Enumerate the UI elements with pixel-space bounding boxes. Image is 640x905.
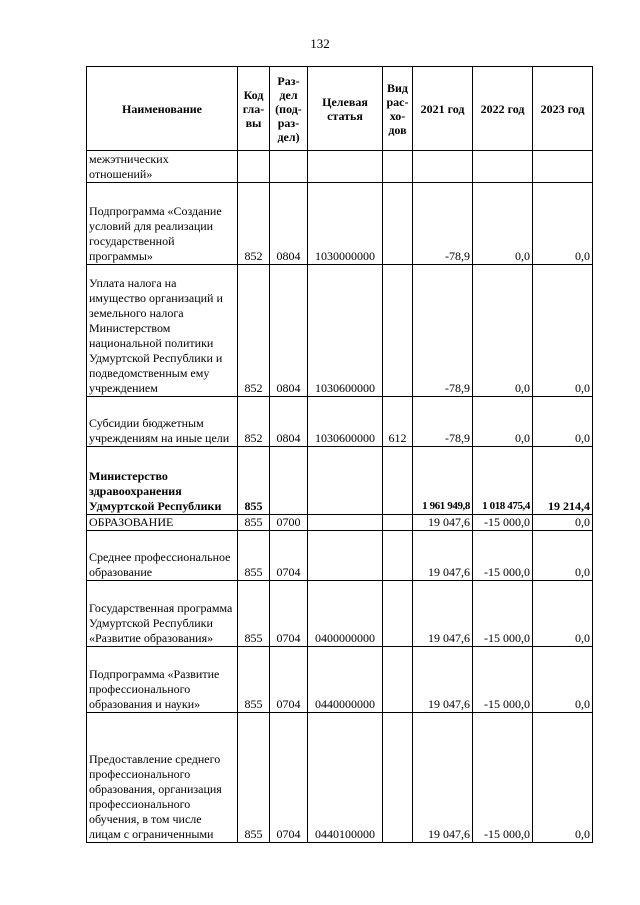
table-row <box>87 515 593 531</box>
header-2023: 2023 год <box>533 67 593 151</box>
cell-2021: 19 047,6 <box>413 531 473 581</box>
cell-2021: -78,9 <box>413 183 473 265</box>
header-name: Наименование <box>87 67 238 151</box>
cell-section: 0704 <box>270 713 308 843</box>
cell-code: 852 <box>238 265 270 397</box>
cell-type: 612 <box>383 397 413 447</box>
cell-target <box>308 531 383 581</box>
page-number: 132 <box>310 36 330 51</box>
cell-2022: 0,0 <box>473 265 533 397</box>
cell-2023: 0,0 <box>533 397 593 447</box>
cell-2023: 19 214,4 <box>533 447 593 515</box>
cell-2022: -15 000,0 <box>473 515 533 531</box>
cell-type <box>383 647 413 713</box>
cell-2022: 0,0 <box>473 397 533 447</box>
cell-section <box>270 151 308 183</box>
cell-2022: -15 000,0 <box>473 713 533 843</box>
cell-name: Предоставление среднего профессионального образования, организация профессионального обучения, в том числе лицам с ограниченными <box>87 713 238 843</box>
cell-code: 855 <box>238 531 270 581</box>
header-target: Целевая статья <box>308 67 383 151</box>
cell-2023: 0,0 <box>533 265 593 397</box>
cell-type <box>383 447 413 515</box>
cell-type <box>383 183 413 265</box>
cell-name: Государственная программа Удмуртской Республики «Развитие образования» <box>87 581 238 647</box>
header-2022: 2022 год <box>473 67 533 151</box>
cell-2022: -15 000,0 <box>473 647 533 713</box>
header-code: Код гла- вы <box>238 67 270 151</box>
table-row <box>87 713 593 843</box>
cell-name: Среднее профессиональное образование <box>87 531 238 581</box>
cell-2021: 19 047,6 <box>413 647 473 713</box>
cell-code <box>238 151 270 183</box>
cell-2023: 0,0 <box>533 713 593 843</box>
cell-target <box>308 515 383 531</box>
cell-code: 855 <box>238 447 270 515</box>
cell-2021 <box>413 151 473 183</box>
cell-section: 0704 <box>270 647 308 713</box>
cell-2023 <box>533 151 593 183</box>
table-row <box>87 151 593 183</box>
cell-section: 0700 <box>270 515 308 531</box>
cell-type <box>383 265 413 397</box>
cell-section: 0704 <box>270 531 308 581</box>
cell-target: 1030000000 <box>308 183 383 265</box>
cell-name: Подпрограмма «Развитие профессионального образования и науки» <box>87 647 238 713</box>
table-row <box>87 447 593 515</box>
cell-2022 <box>473 151 533 183</box>
cell-name: Подпрограмма «Создание условий для реализации государственной программы» <box>87 183 238 265</box>
cell-2022: 0,0 <box>473 183 533 265</box>
cell-2021: 19 047,6 <box>413 515 473 531</box>
cell-target <box>308 447 383 515</box>
cell-code: 855 <box>238 581 270 647</box>
header-type: Вид рас- хо- дов <box>383 67 413 151</box>
cell-code: 852 <box>238 397 270 447</box>
header-section: Раз- дел (под- раз- дел) <box>270 67 308 151</box>
cell-2022: -15 000,0 <box>473 531 533 581</box>
cell-code: 855 <box>238 647 270 713</box>
table-row <box>87 531 593 581</box>
cell-2022: -15 000,0 <box>473 581 533 647</box>
cell-2021: 19 047,6 <box>413 713 473 843</box>
cell-name: Субсидии бюджетным учреждениям на иные цели <box>87 397 238 447</box>
cell-2023: 0,0 <box>533 531 593 581</box>
cell-type <box>383 531 413 581</box>
cell-2021: -78,9 <box>413 397 473 447</box>
cell-2021: -78,9 <box>413 265 473 397</box>
cell-2021: 1 961 949,8 <box>413 447 473 515</box>
table-row <box>87 265 593 397</box>
cell-name: Министерство здравоохранения Удмуртской Республики <box>87 447 238 515</box>
cell-2023: 0,0 <box>533 581 593 647</box>
cell-2023: 0,0 <box>533 515 593 531</box>
cell-section: 0704 <box>270 581 308 647</box>
cell-type <box>383 515 413 531</box>
cell-section: 0804 <box>270 265 308 397</box>
cell-type <box>383 581 413 647</box>
cell-code: 855 <box>238 713 270 843</box>
cell-target: 0440100000 <box>308 713 383 843</box>
cell-type <box>383 713 413 843</box>
cell-2022: 1 018 475,4 <box>473 447 533 515</box>
cell-code: 855 <box>238 515 270 531</box>
budget-table <box>86 66 593 843</box>
cell-name: межэтнических отношений» <box>87 151 238 183</box>
cell-section: 0804 <box>270 183 308 265</box>
table-row <box>87 183 593 265</box>
cell-target <box>308 151 383 183</box>
cell-name: ОБРАЗОВАНИЕ <box>87 515 238 531</box>
cell-target: 1030600000 <box>308 397 383 447</box>
table-row <box>87 581 593 647</box>
header-2021: 2021 год <box>413 67 473 151</box>
cell-section: 0804 <box>270 397 308 447</box>
table-row <box>87 397 593 447</box>
cell-section <box>270 447 308 515</box>
cell-target: 1030600000 <box>308 265 383 397</box>
cell-type <box>383 151 413 183</box>
cell-2021: 19 047,6 <box>413 581 473 647</box>
cell-code: 852 <box>238 183 270 265</box>
table-row <box>87 647 593 713</box>
cell-2023: 0,0 <box>533 647 593 713</box>
cell-name: Уплата налога на имущество организаций и земельного налога Министерством национальной политики Удмуртской Республики и подведомственным ему учреждением <box>87 265 238 397</box>
cell-2023: 0,0 <box>533 183 593 265</box>
cell-target: 0400000000 <box>308 581 383 647</box>
cell-target: 0440000000 <box>308 647 383 713</box>
table-header-row <box>87 67 593 151</box>
